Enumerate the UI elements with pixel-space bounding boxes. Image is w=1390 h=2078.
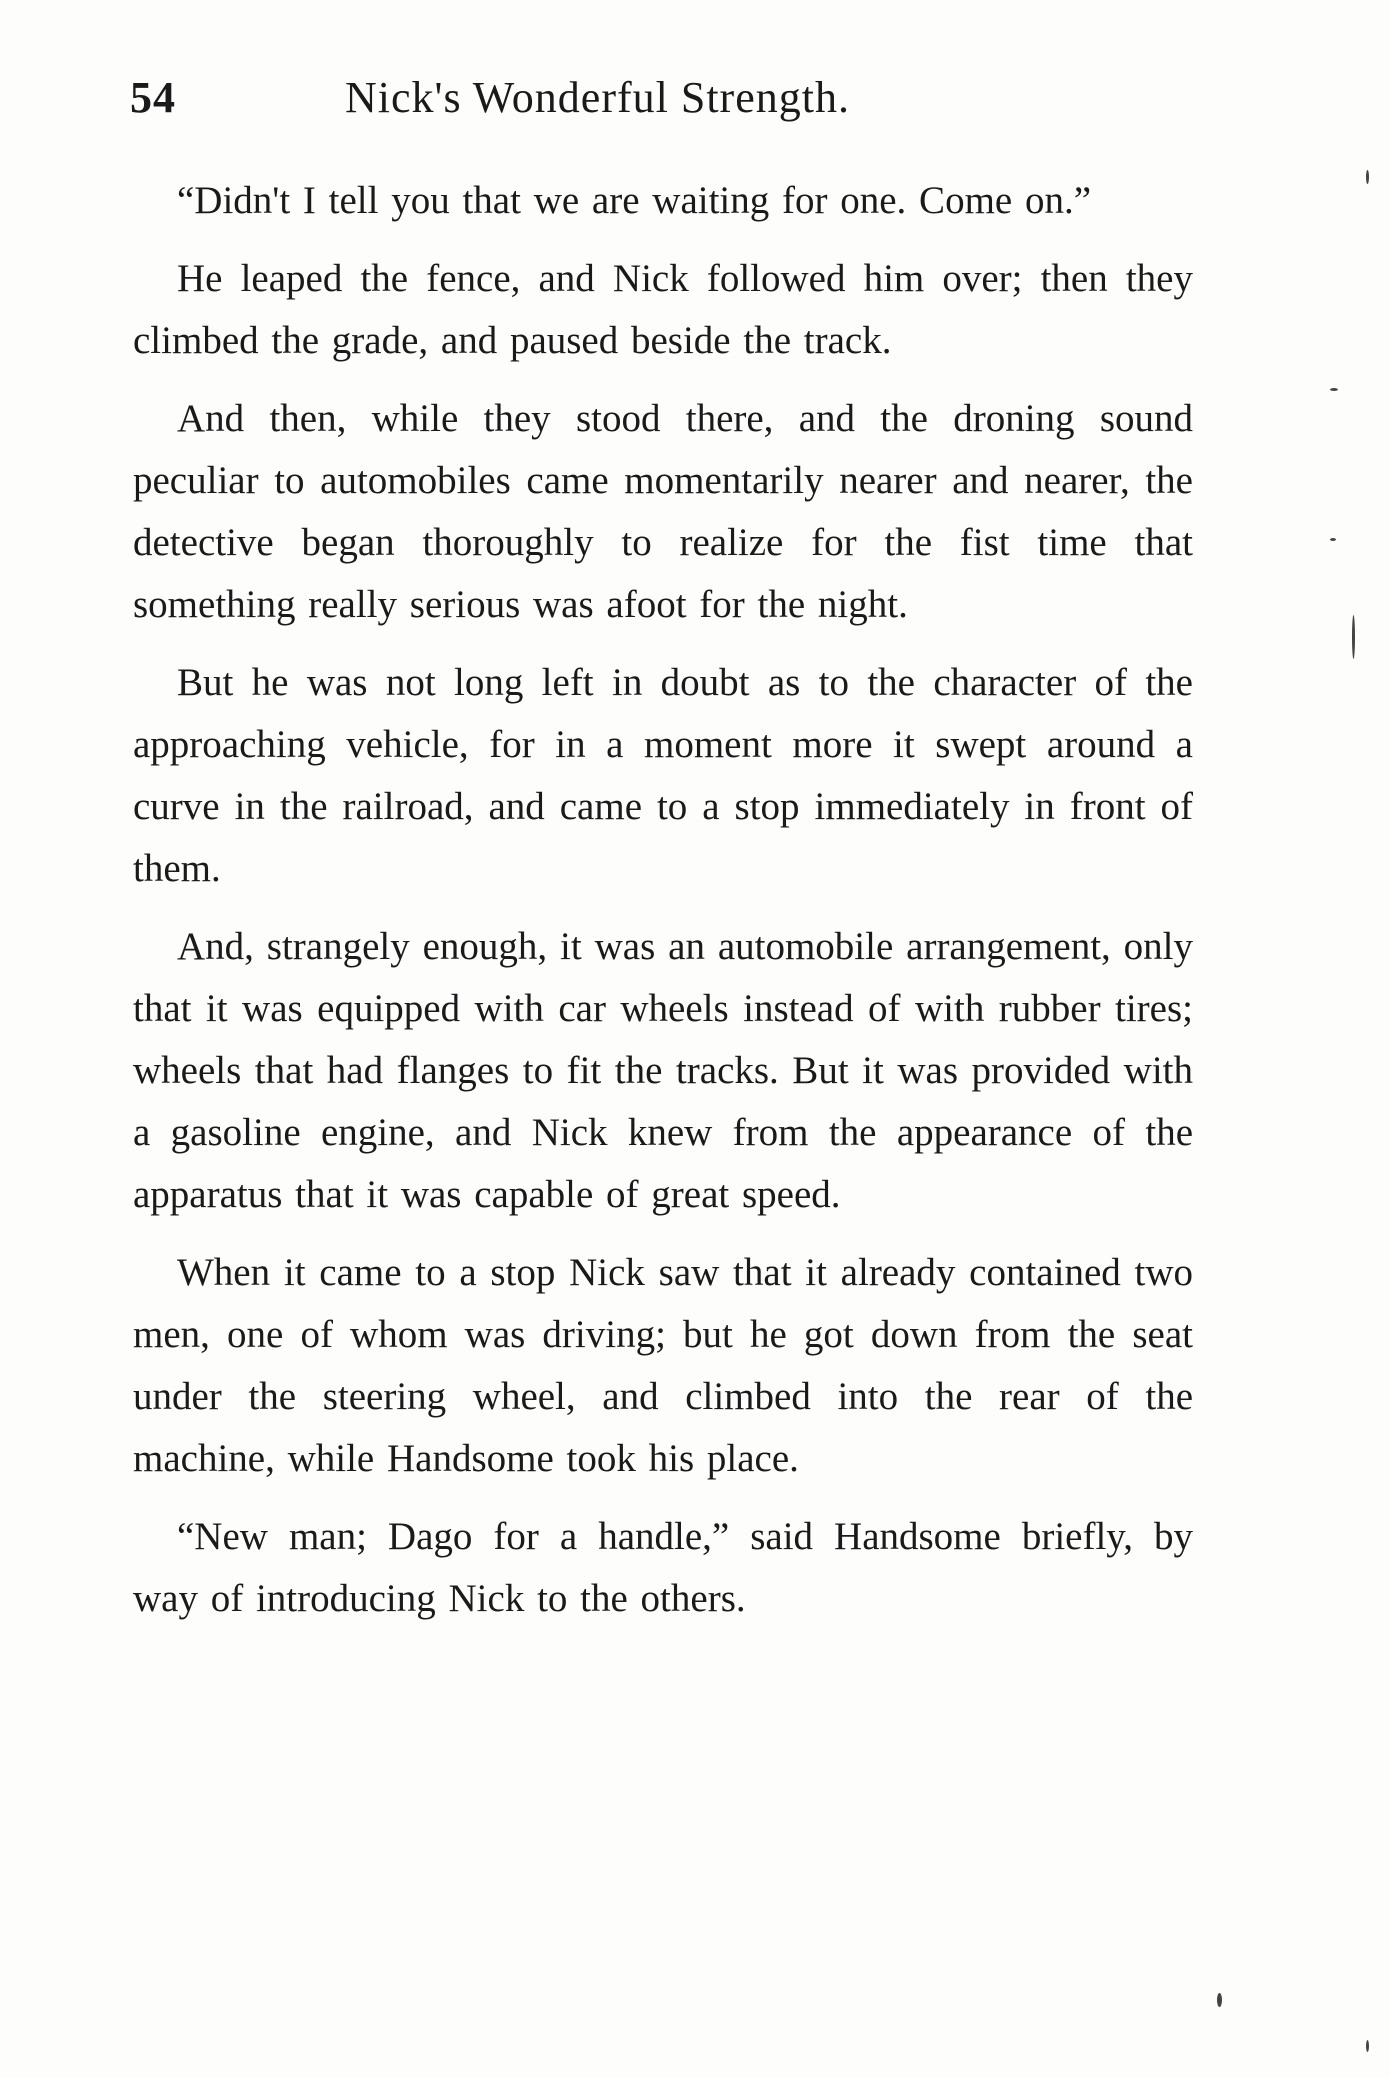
paragraph-3: And then, while they stood there, and the droning sound peculiar to automobiles came momentarily nearer and nearer, the detective began thoroughly to realize for the fist time that something really serious was afoot for the night. [133,397,1193,626]
scan-speck [1366,2040,1369,2052]
paragraph-1: “Didn't I tell you that we are waiting for one. Come on.” [177,179,1092,222]
paragraph-6: When it came to a stop Nick saw that it already contained two men, one of whom was driving; but he got down from the seat under the steering wheel, and climbed into the rear of the machine, while Handsome took his place. [133,1251,1193,1480]
paragraph-5: And, strangely enough, it was an automobile arrangement, only that it was equipped with car wheels instead of with rubber tires; wheels that had flanges to fit the tracks. But it was provided with a gasoline engine, and Nick knew from the appearance of the apparatus that it was capable of great speed. [133,925,1193,1216]
paragraph-2: He leaped the fence, and Nick followed him over; then they climbed the grade, and paused beside the track. [133,257,1193,362]
page-number: 54 [130,73,176,122]
scan-speck [1330,538,1336,541]
paragraph-4: But he was not long left in doubt as to the character of the approaching vehicle, for in a moment more it swept around a curve in the railroad, and came to a stop immediately in front of them. [133,661,1193,890]
scan-speck [1330,388,1338,391]
running-head [130,72,1190,132]
running-title: Nick's Wonderful Strength. [345,73,850,122]
scan-speck [1366,170,1369,184]
body-text [133,170,1193,1630]
scan-speck [1217,1993,1222,2007]
paragraph-7: “New man; Dago for a handle,” said Handsome briefly, by way of introducing Nick to the others. [133,1515,1193,1620]
scan-speck [1352,615,1355,659]
